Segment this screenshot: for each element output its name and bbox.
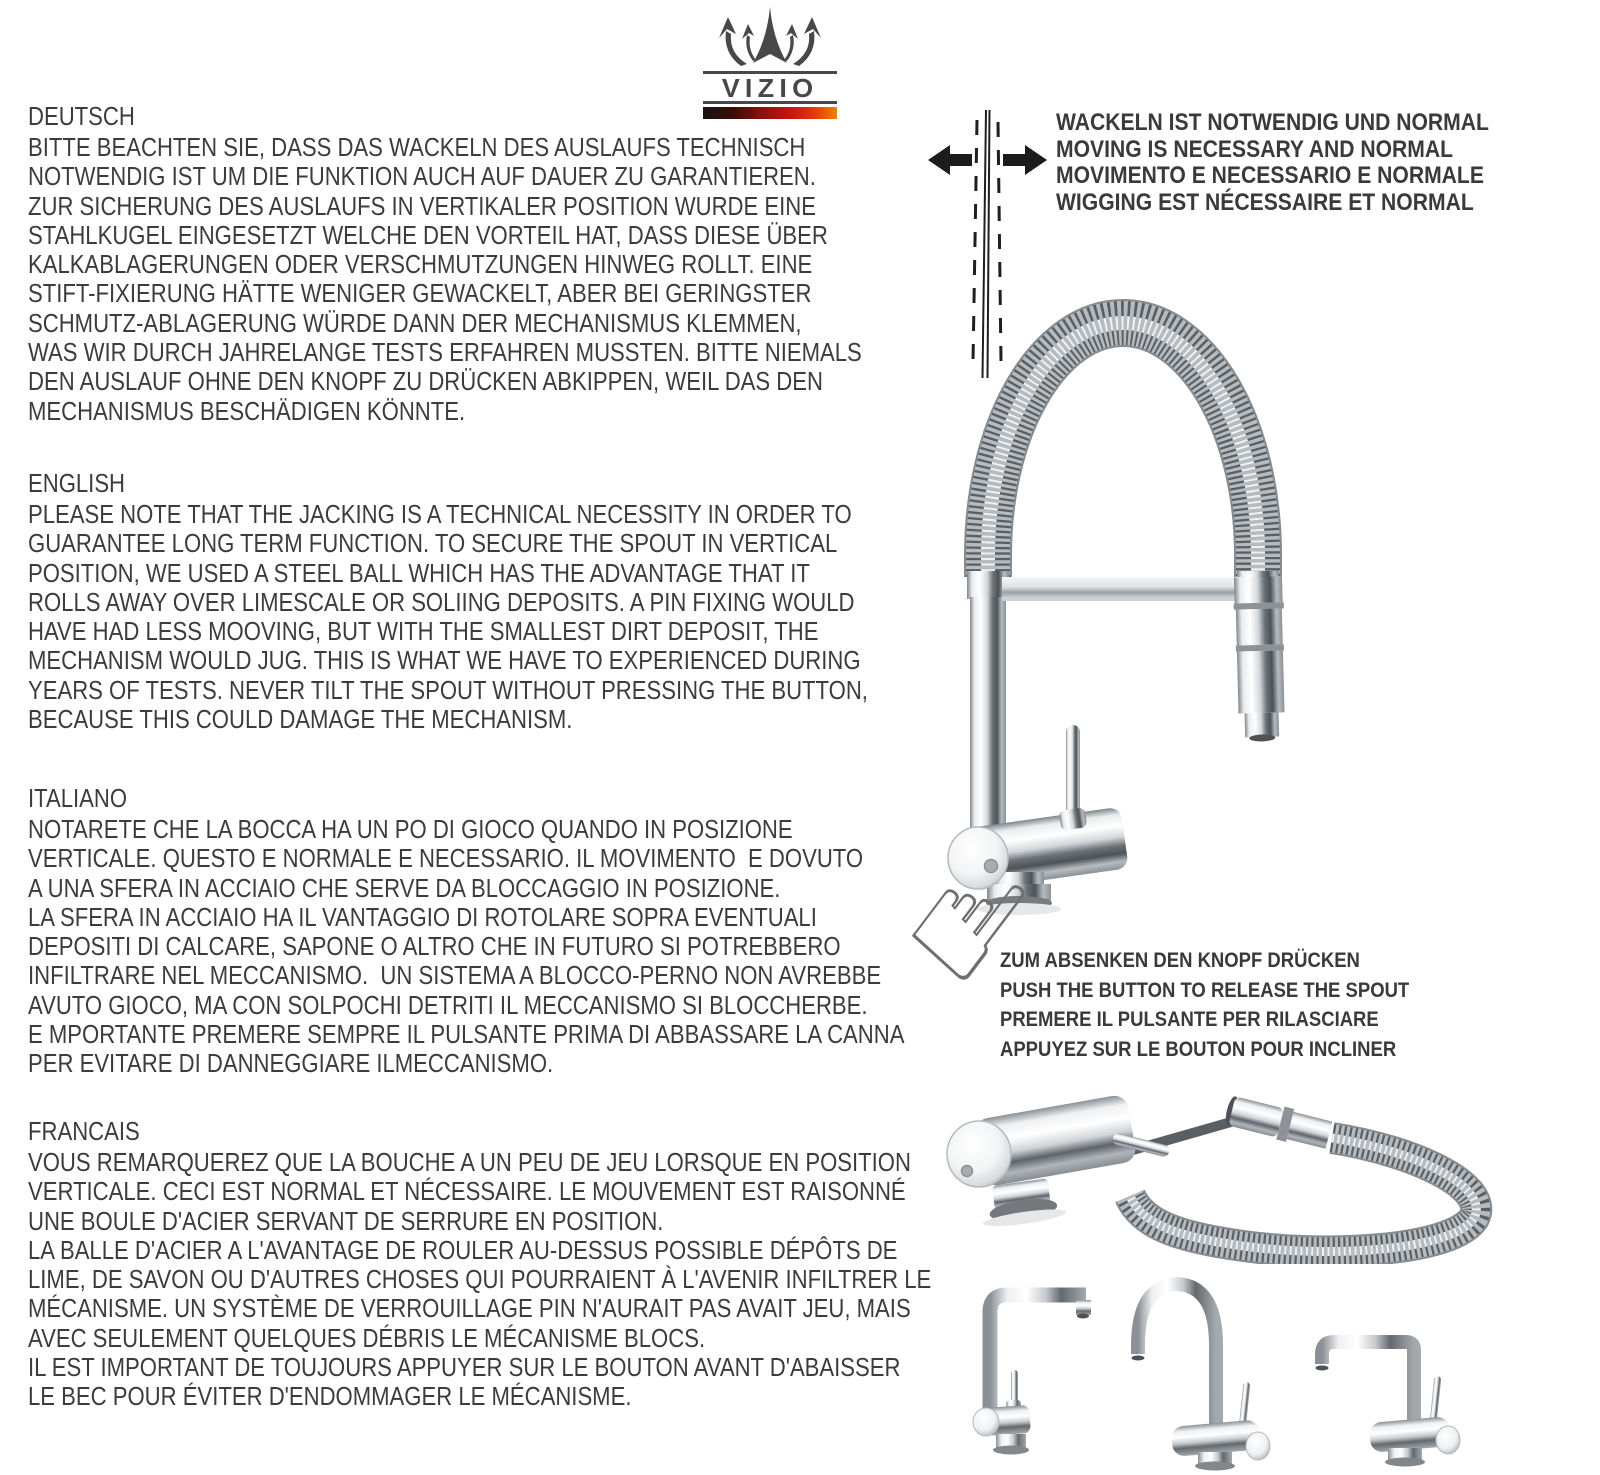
aerator: [1132, 1356, 1145, 1361]
center-line: [988, 110, 990, 378]
text-line: VOUS REMARQUEREZ QUE LA BOUCHE A UN PEU DE JEU LORSQUE EN POSITION: [28, 1147, 911, 1177]
text-line: POSITION, WE USED A STEEL BALL WHICH HAS THE ADVANTAGE THAT IT: [28, 557, 810, 588]
spout-head-folded: [1223, 1093, 1333, 1151]
logo-word-box: [703, 71, 837, 104]
faucet-variants-figure: [940, 1250, 1470, 1472]
folded-faucet-figure: [900, 1052, 1540, 1264]
text-line: SCHMUTZ-ABLAGERUNG WÜRDE DANN DER MECHANISMUS KLEMMEN,: [28, 307, 802, 338]
text-line: UNE BOULE D'ACIER SERVANT DE SERRURE EN POSITION.: [28, 1205, 664, 1236]
riser-pipe: [970, 597, 1006, 837]
section-heading: DEUTSCH: [28, 101, 135, 131]
annotation-line: PUSH THE BUTTON TO RELEASE THE SPOUT: [1000, 977, 1410, 1002]
text-line: DEPOSITI DI CALCARE, SAPONE O ALTRO CHE IN FUTURO SI POTREBBERO: [28, 931, 841, 962]
text-line: VERTICALE. QUESTO E NORMALE E NECESSARIO. IL MOVIMENTO E DOVUTO: [28, 843, 864, 874]
spring-hose-loop: [1130, 1138, 1476, 1251]
text-line: ZUR SICHERUNG DES AUSLAUFS IN VERTIKALER POSITION WURDE EINE: [28, 190, 816, 221]
faucet-variant-l-spout: [973, 1295, 1091, 1455]
text-line: MECHANISMUS BESCHÄDIGEN KÖNNTE.: [28, 395, 466, 426]
text-line: INFILTRARE NEL MECCANISMO. UN SISTEMA A BLOCCO-PERNO NON AVREBBE: [28, 960, 882, 991]
text-line: IL EST IMPORTANT DE TOUJOURS APPUYER SUR LE BOUTON AVANT D'ABAISSER: [28, 1352, 901, 1383]
text-line: GUARANTEE LONG TERM FUNCTION. TO SECURE THE SPOUT IN VERTICAL: [28, 528, 838, 559]
handle-lever: [1059, 725, 1088, 831]
logo-brand-text: VIZIO: [721, 73, 819, 103]
dashed-motion-line-left: [973, 120, 977, 362]
annotation-line: PREMERE IL PULSANTE PER RILASCIARE: [1000, 1007, 1379, 1032]
wiggle-indicator: [890, 100, 1080, 390]
end-cap: [973, 1408, 999, 1436]
faucet-variant-u-spout: [1316, 1342, 1461, 1467]
text-line: NOTARETE CHE LA BOCCA HA UN PO DI GIOCO QUANDO IN POSIZIONE: [28, 814, 793, 844]
faucet-variant-gooseneck: [1132, 1284, 1271, 1471]
text-line: LA BALLE D'ACIER A L'AVANTAGE DE ROULER AU-DESSUS POSSIBLE DÉPÔTS DE: [28, 1234, 898, 1265]
text-line: STIFT-FIXIERUNG HÄTTE WENIGER GEWACKELT, ABER BEI GERINGSTER: [28, 278, 812, 309]
annotation-line: MOVIMENTO E NECESSARIO E NORMALE: [1056, 162, 1484, 190]
text-line: KALKABLAGERUNGEN ODER VERSCHMUTZUNGEN HINWEG ROLLT. EINE: [28, 249, 813, 280]
arrow-left-icon: [928, 145, 972, 175]
annotation-line: WACKELN IST NOTWENDIG UND NORMAL: [1056, 109, 1489, 136]
center-line: [983, 110, 987, 378]
annotation-line: APPUYEZ SUR LE BOUTON POUR INCLINER: [1000, 1036, 1397, 1061]
release-button-folded: [962, 1166, 973, 1177]
text-line: YEARS OF TESTS. NEVER TILT THE SPOUT WITHOUT PRESSING THE BUTTON,: [28, 674, 868, 705]
spout-head: [1233, 576, 1287, 742]
text-line: MÉCANISME. UN SYSTÈME DE VERROUILLAGE PIN N'AURAIT PAS AVAIT JEU, MAIS: [28, 1293, 911, 1324]
section-heading: ITALIANO: [28, 783, 128, 813]
arrow-right-icon: [1003, 145, 1047, 175]
body-end-cap-folded: [947, 1121, 1011, 1187]
text-line: E MPORTANTE PREMERE SEMPRE IL PULSANTE PRIMA DI ABBASSARE LA CANNA: [28, 1019, 905, 1050]
end-cap: [1436, 1426, 1460, 1454]
annotation-line: WIGGING EST NÉCESSAIRE ET NORMAL: [1056, 188, 1474, 216]
text-line: LA SFERA IN ACCIAIO HA IL VANTAGGIO DI ROTOLARE SOPRA EVENTUALI: [28, 901, 817, 932]
text-line: LE BEC POUR ÉVITER D'ENDOMMAGER LE MÉCANISME.: [28, 1381, 632, 1412]
text-line: BECAUSE THIS COULD DAMAGE THE MECHANISM.: [28, 704, 573, 735]
crossbar: [1002, 577, 1242, 601]
text-line: BITTE BEACHTEN SIE, DASS DAS WACKELN DES AUSLAUFS TECHNISCH: [28, 132, 806, 162]
vizio-crown-icon: [703, 6, 837, 68]
wiggle-annotation: [1056, 110, 1600, 216]
annotation-line: ZUM ABSENKEN DEN KNOPF DRÜCKEN: [1000, 948, 1360, 972]
text-line: PER EVITARE DI DANNEGGIARE ILMECCANISMO.: [28, 1048, 554, 1079]
text-line: AVEC SEULEMENT QUELQUES DÉBRIS LE MÉCANISME BLOCS.: [28, 1322, 706, 1353]
text-line: HAVE HAD LESS MOOVING, BUT WITH THE SMALLEST DIRT DEPOSIT, THE: [28, 616, 819, 647]
text-line: PLEASE NOTE THAT THE JACKING IS A TECHNICAL NECESSITY IN ORDER TO: [28, 499, 852, 529]
text-line: ROLLS AWAY OVER LIMESCALE OR SOLIING DEPOSITS. A PIN FIXING WOULD: [28, 586, 855, 617]
text-line: WAS WIR DURCH JAHRELANGE TESTS ERFAHREN MUSSTEN. BITTE NIEMALS: [28, 337, 862, 368]
end-cap: [1246, 1432, 1270, 1460]
hand-press-icon: ☝: [878, 821, 1059, 1019]
text-line: A UNA SFERA IN ACCIAIO CHE SERVE DA BLOCCAGGIO IN POSIZIONE.: [28, 872, 781, 903]
text-line: NOTWENDIG IST UM DIE FUNKTION AUCH AUF DAUER ZU GARANTIEREN.: [28, 161, 816, 192]
annotation-line: MOVING IS NECESSARY AND NORMAL: [1056, 135, 1454, 163]
aerator: [1077, 1314, 1089, 1319]
section-heading: FRANCAIS: [28, 1116, 140, 1146]
aerator: [1316, 1366, 1329, 1371]
text-line: MECHANISM WOULD JUG. THIS IS WHAT WE HAVE TO EXPERIENCED DURING: [28, 645, 861, 676]
text-line: STAHLKUGEL EINGESETZT WELCHE DEN VORTEIL HAT, DASS DIESE ÜBER: [28, 219, 828, 250]
text-line: LIME, DE SAVON OU D'AUTRES CHOSES QUI POURRAIENT À L'AVENIR INFILTRER LE: [28, 1264, 932, 1295]
dashed-motion-line-right: [998, 122, 1001, 362]
push-button-annotation: [1000, 946, 1560, 1064]
handle: [1430, 1376, 1442, 1424]
text-line: DEN AUSLAUF OHNE DEN KNOPF ZU DRÜCKEN ABKIPPEN, WEIL DAS DEN: [28, 366, 823, 397]
section-heading: ENGLISH: [28, 468, 126, 498]
text-line: VERTICALE. CECI EST NORMAL ET NÉCESSAIRE. LE MOUVEMENT EST RAISONNÉ: [28, 1176, 906, 1207]
text-line: AVUTO GIOCO, MA CON SOLPOCHI DETRITI IL MECCANISMO SI BLOCCHERBE.: [28, 989, 868, 1020]
